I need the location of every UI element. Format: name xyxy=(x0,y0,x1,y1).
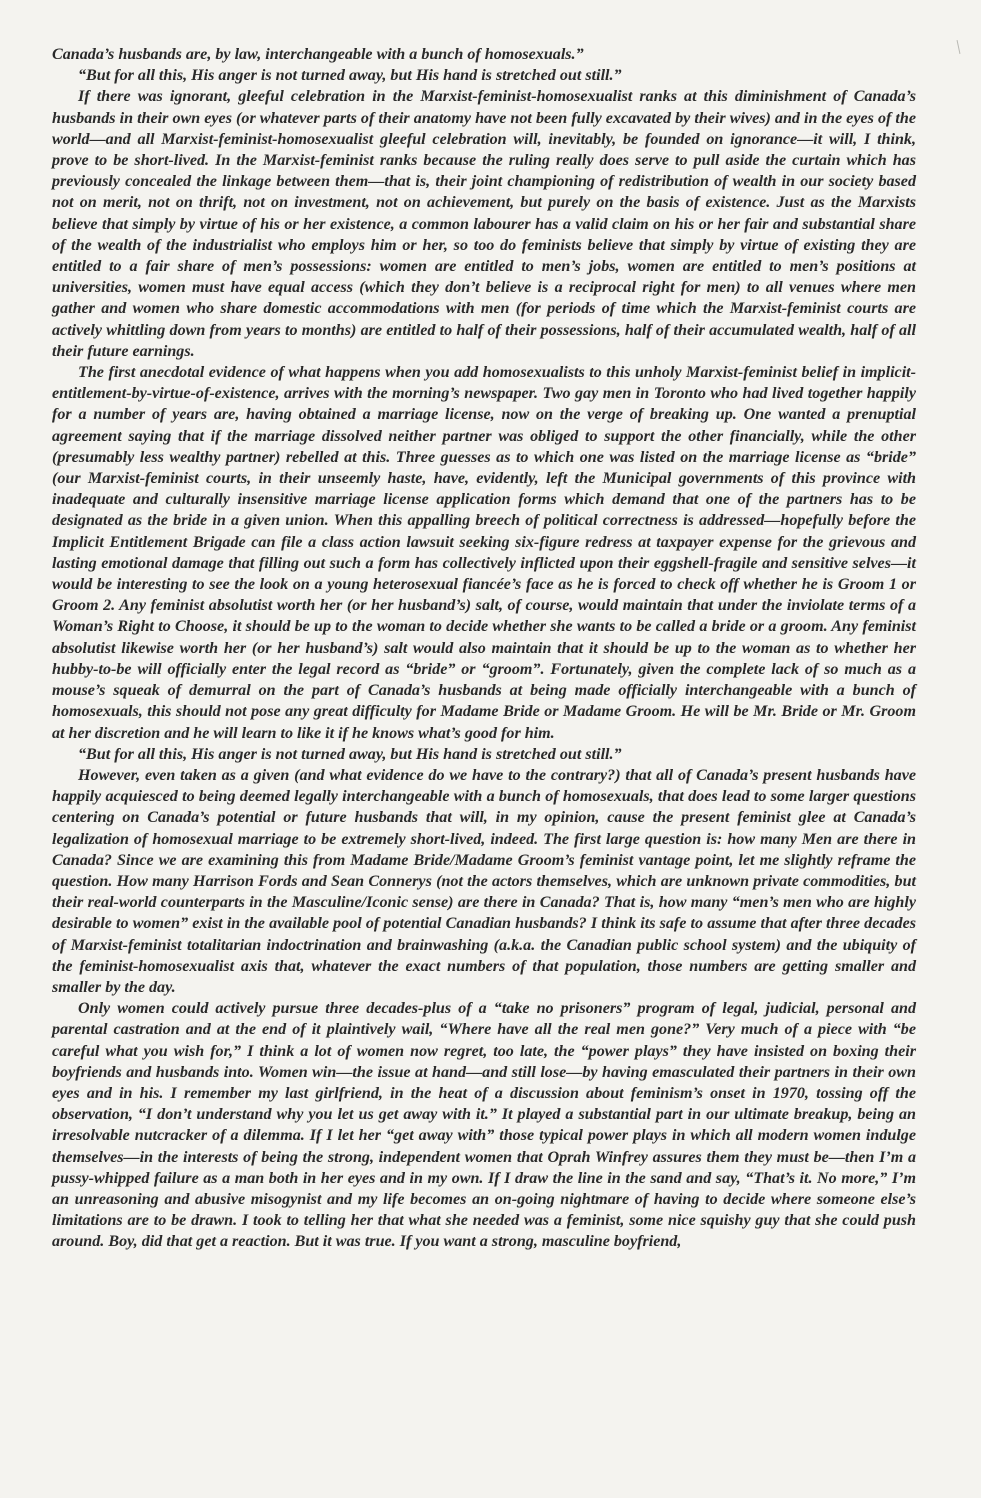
paragraph-5-scripture-refrain: “But for all this, His anger is not turned away, but His hand is stretched out still.” xyxy=(78,745,622,763)
document-page xyxy=(52,44,916,1253)
margin-pencil-mark xyxy=(957,40,961,54)
paragraph-1: Canada’s husbands are, by law, interchangeable with a bunch of homosexuals.” xyxy=(52,46,584,63)
paragraph-7: Only women could actively pursue three decades-plus of a “take no prisoners” program of legal, judicial, personal and parental castration and at the end of it plaintively wail, “Where have all the real men gone?” Very much of a piece with “be careful what you wish for,” I think a lot of women now regret, too late, the “power plays” they have insisted on boxing their boyfriends and husbands into. Women win—the issue at hand—and still lose—by having emasculated their partners in their own eyes and in his. I remember my last girlfriend, in the heat of a discussion about feminism’s onset in 1970, tossing off the observation, “I don’t understand why you let us get away with it.” It played a substantial part in our ultimate breakup, being an irresolvable nutcracker of a dilemma. If I let her “get away with” those typical power plays in which all modern women indulge themselves—in the interests of being the strong, independent women that Oprah Winfrey assures them they must be—then I’m a pussy-whipped failure as a man both in her eyes and in my own. If I draw the line in the sand and say, “That’s it. No more,” I’m an unreasoning and abusive misogynist and my life becomes an on-going nightmare of having to decide where someone else’s limitations are to be drawn. I took to telling her that what she needed was a feminist, some nice squishy guy that she could push around. Boy, did that get a reaction. But it was true. If you want a strong, masculine boyfriend, xyxy=(52,1000,916,1251)
paragraph-2-scripture-refrain: “But for all this, His anger is not turned away, but His hand is stretched out still.” xyxy=(78,67,622,85)
paragraph-6: However, even taken as a given (and what evidence do we have to the contrary?) that all of Canada’s present husbands have happily acquiesced to being deemed legally interchangeable with a bunch of homosexuals, that does lead to some larger questions centering on Canada’s potential or future husbands that will, in my opinion, cause the present feminist glee at Canada’s legalization of homosexual marriage to be extremely short-lived, indeed. The first large question is: how many Men are there in Canada? Since we are examining this from Madame Bride/Madame Groom’s feminist vantage point, let me slightly reframe the question. How many Harrison Fords and Sean Connerys (not the actors themselves, which are unknown private commodities, but their real-world counterparts in the Masculine/Iconic sense) are there in Canada? That is, how many “men’s men who are highly desirable to women” exist in the available pool of potential Canadian husbands? I think its safe to assume that after three decades of Marxist-feminist totalitarian indoctrination and brainwashing (a.k.a. the Canadian public school system) and the ubiquity of the feminist-homosexualist axis that, whatever the exact numbers of that population, those numbers are getting smaller and smaller by the day. xyxy=(52,766,916,996)
paragraph-4: The first anecdotal evidence of what happens when you add homosexualists to this unholy Marxist-feminist belief in implicit-entitlement-by-virtue-of-existence, arrives with the morning’s newspaper. Two gay men in Toronto who had lived together happily for a number of years are, having obtained a marriage license, now on the verge of breaking up. One wanted a prenuptial agreement saying that if the marriage dissolved neither partner was obliged to support the other financially, while the other (presumably less wealthy partner) rebelled at this. Three guesses as to which one was listed on the marriage license as “bride” (our Marxist-feminist courts, in their unseemly haste, have, evidently, left the Municipal governments of this province with inadequate and culturally insensitive marriage license application forms which demand that one of the partners has to be designated as the bride in a given union. When this appalling breech of political correctness is addressed—hopefully before the Implicit Entitlement Brigade can file a class action lawsuit seeking six-figure redress at taxpayer expense for the grievous and lasting emotional damage that filling out such a form has collectively inflicted upon their eggshell-fragile and sensitive selves—it would be interesting to see the look on a young heterosexual fiancée’s face as he is forced to check off whether he is Groom 1 or Groom 2. Any feminist absolutist worth her (or her husband’s) salt, of course, would maintain that under the inviolate terms of a Woman’s Right to Choose, it should be up to the woman to decide whether she wants to be called a bride or a groom. Any feminist absolutist likewise worth her (or her husband’s) salt would also maintain that it should be up to the woman as to whether her hubby-to-be will officially enter the legal record as “bride” or “groom”. Fortunately, given the complete lack of so much as a mouse’s squeak of demurral on the part of Canada’s husbands at being made officially interchangeable with a bunch of homosexuals, this should not pose any great difficulty for Madame Bride or Madame Groom. He will be Mr. Bride or Mr. Groom at her discretion and he will learn to like it if he knows what’s good for him. xyxy=(52,364,916,742)
paragraph-3: If there was ignorant, gleeful celebration in the Marxist-feminist-homosexualist ranks at this diminishment of Canada’s husbands in their own eyes (or whatever parts of their anatomy have not been fully excavated by their wives) and in the eyes of the world—and all Marxist-feminist-homosexualist gleeful celebration will, inevitably, be founded on ignorance—it will, I think, prove to be short-lived. In the Marxist-feminist ranks because the ruling really does serve to pull aside the curtain which has previously concealed the linkage between them—that is, their joint championing of redistribution of wealth in our society based not on merit, not on thrift, not on investment, not on achievement, but purely on the basis of existence. Just as the Marxists believe that simply by virtue of his or her existence, a common labourer has a valid claim on his or her fair and substantial share of the wealth of the industrialist who employs him or her, so too do feminists believe that simply by virtue of existing they are entitled to a fair share of men’s possessions: women are entitled to men’s jobs, women are entitled to men’s positions at universities, women must have equal access (which they don’t believe is a reciprocal right for men) to all venues where men gather and women who share domestic accommodations with men (for periods of time which the Marxist-feminist courts are actively whittling down from years to months) are entitled to half of their possessions, half of their accumulated wealth, half of all their future earnings. xyxy=(52,88,916,360)
